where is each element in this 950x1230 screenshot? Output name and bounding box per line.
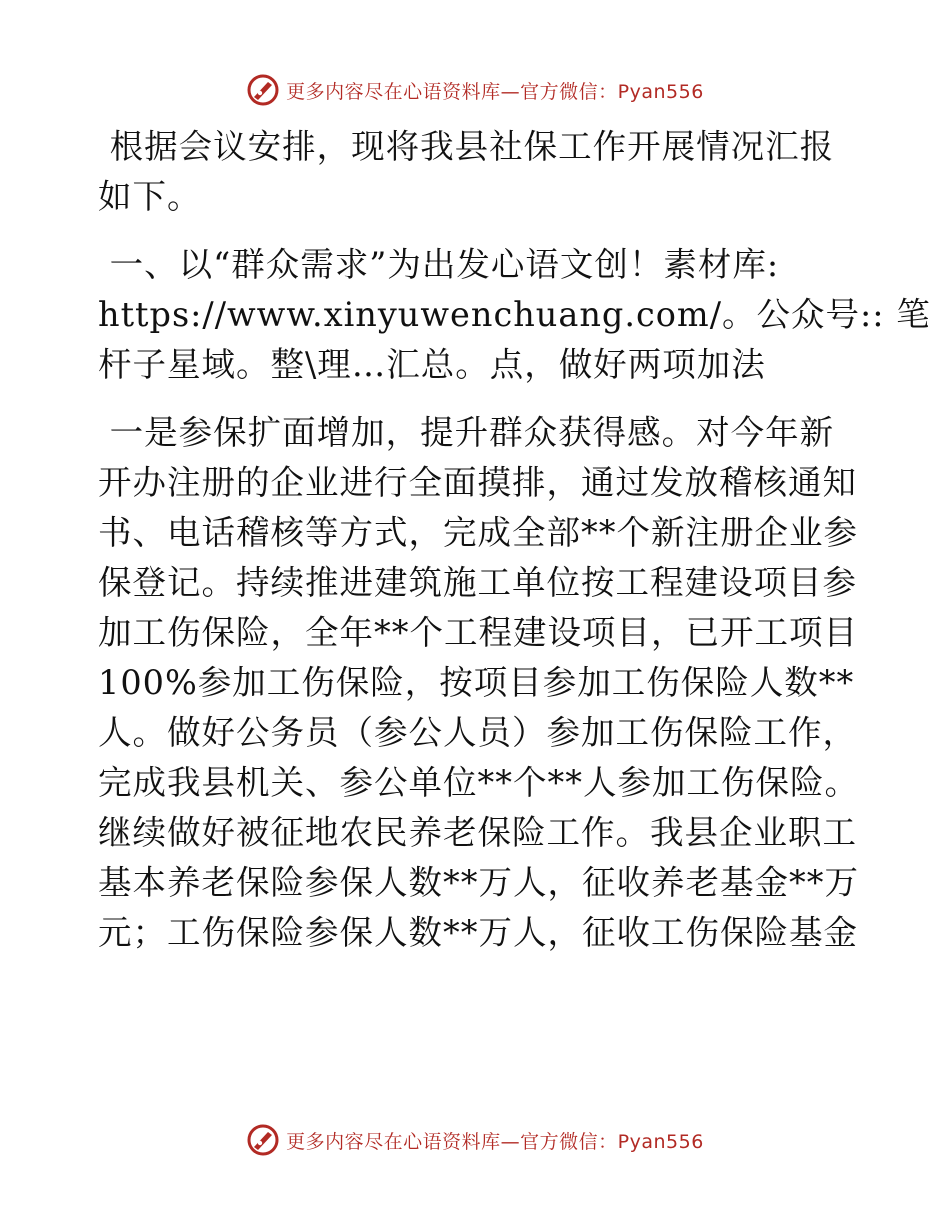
text-line: 一是参保扩面增加，提升群众获得感。对今年新 bbox=[98, 413, 835, 452]
text-line: 继续做好被征地农民养老保险工作。我县企业职工 bbox=[98, 813, 857, 852]
header-banner bbox=[0, 70, 950, 110]
pen-logo-icon bbox=[246, 73, 280, 107]
banner-text: 更多内容尽在心语资料库—官方微信：Pyan556 bbox=[286, 1130, 704, 1153]
text-line: https://www.xinyuwenchuang.com/。公众号:: 笔 bbox=[98, 295, 931, 334]
paragraph-item-one bbox=[98, 408, 858, 958]
text-line: 杆子星域。整\理…汇总。点，做好两项加法 bbox=[98, 345, 766, 384]
text-line: 完成我县机关、参公单位**个**人参加工伤保险。 bbox=[98, 763, 859, 802]
text-line: 100%参加工伤保险，按项目参加工伤保险人数** bbox=[98, 663, 855, 702]
banner-text: 更多内容尽在心语资料库—官方微信：Pyan556 bbox=[286, 80, 704, 103]
section-heading-line: 一、以“群众需求”为出发心语文创！素材库: bbox=[98, 245, 780, 284]
text-line: 基本养老保险参保人数**万人，征收养老基金**万 bbox=[98, 863, 859, 902]
text-line: 元；工伤保险参保人数**万人，征收工伤保险基金 bbox=[98, 913, 858, 952]
text-line: 开办注册的企业进行全面摸排，通过发放稽核通知 bbox=[98, 463, 857, 502]
text-line: 保登记。持续推进建筑施工单位按工程建设项目参 bbox=[98, 563, 857, 602]
text-line: 根据会议安排，现将我县社保工作开展情况汇报 bbox=[98, 127, 835, 166]
document-body bbox=[98, 122, 931, 958]
pen-logo-icon bbox=[246, 1123, 280, 1157]
paragraph-section-one bbox=[98, 240, 931, 390]
text-line: 加工伤保险，全年**个工程建设项目，已开工项目 bbox=[98, 613, 858, 652]
text-line: 人。做好公务员（参公人员）参加工伤保险工作， bbox=[98, 713, 857, 752]
text-line: 如下。 bbox=[98, 177, 202, 216]
footer-banner bbox=[0, 1120, 950, 1160]
text-line: 书、电话稽核等方式，完成全部**个新注册企业参 bbox=[98, 513, 858, 552]
paragraph-intro bbox=[98, 122, 858, 222]
